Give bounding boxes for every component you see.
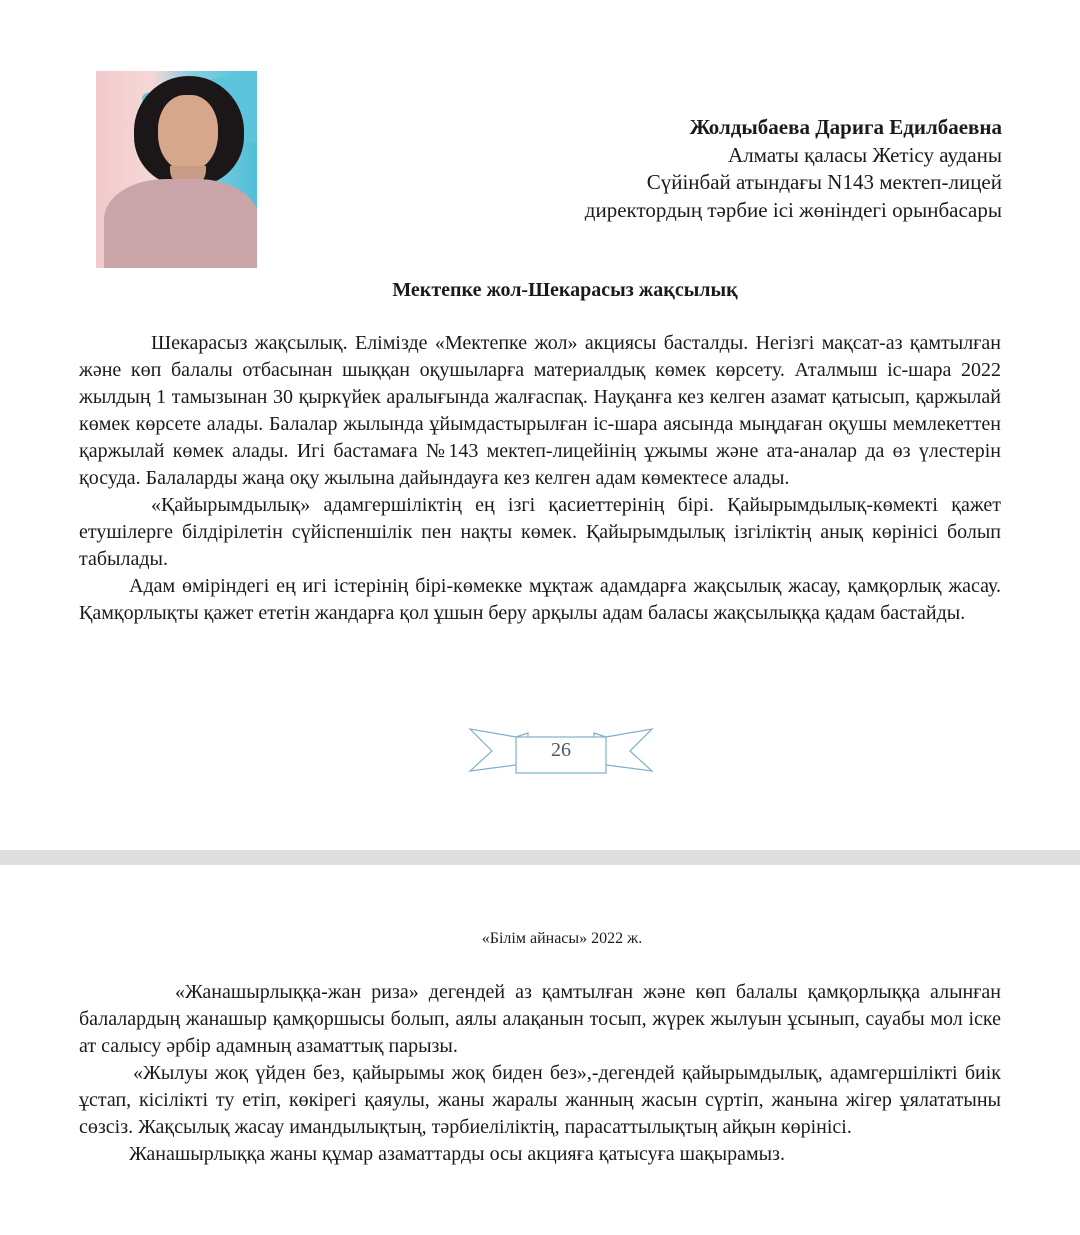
paragraph: «Жанашырлыққа-жан риза» дегендей аз қамтылған және көп балалы қамқорлыққа алынған балалардың жанашыр қамқоршысы болып, аялы алақанын тосып, жүрек жылуын ұсынып, сауабы мол іске ат салысу әрбір адамның азаматтық парызы.: [79, 981, 1001, 1057]
author-school: Сүйінбай атындағы N143 мектеп-лицей: [646, 170, 1002, 194]
article-title: Мектепке жол-Шекарасыз жақсылық: [392, 279, 738, 301]
author-name: Жолдыбаева Дарига Едилбаевна: [689, 115, 1002, 139]
photo-face: [158, 95, 218, 171]
author-city: Алматы қаласы Жетісу ауданы: [728, 142, 1002, 167]
article-body: [79, 330, 1001, 627]
page2-body: [79, 979, 1001, 1168]
paragraph: «Жылуы жоқ үйден без, қайырымы жоқ биден без»,-дегендей қайырымдылық, адамгершілікті биік ұстап, кісілікті ту етіп, көкірегі қаяулы, жаны жаралы жанның жасын сүртіп, жанына жігер ұялататыны сөзсіз. Жақсылық жасау имандылықтың, тәрбиеліліктің, парасаттылықтың айқын көрінісі.: [79, 1062, 1001, 1138]
page-number: 26: [551, 739, 571, 761]
paragraph: Адам өміріндегі ең игі істерінің бірі-көмекке мұқтаж адамдарға жақсылық жасау, қамқорлық жасау. Қамқорлықты қажет ететін жандарға қол ұшын беру арқылы адам баласы жақсылыққа қадам бастайды.: [79, 575, 1001, 624]
page-divider: [0, 850, 1080, 865]
paragraph: Шекарасыз жақсылық. Елімізде «Мектепке жол» акциясы басталды. Негізгі мақсат-аз қамтылған және көп балалы отбасынан шыққан оқушыларға материалдық көмек көрсету. Аталмыш іс-шара 2022 жылдың 1 тамызынан 30 қыркүйек аралығында жалғаспақ. Науқанға кез келген азамат қатысып, қаржылай көмек көрсете алады. Балалар жылында ұйымдастырылған іс-шара аясында мыңдаған оқушы мемлекеттен қаржылай көмек алады. Игі бастамаға №143 мектеп-лицейінің ұжымы және ата-аналар да өз үлестерін қосуда. Балаларды жаңа оқу жылына дайындауға кез келген адам көмектесе алады.: [79, 332, 1001, 489]
running-header: «Білім айнасы» 2022 ж.: [481, 930, 643, 947]
photo-body: [104, 179, 257, 268]
author-photo: [96, 71, 257, 268]
paragraph: «Қайырымдылық» адамгершіліктің ең ізгі қасиеттерінің бірі. Қайырымдылық-көмекті қажет етушілерге білдірілетін сүйіспеншілік пен нақты көмек. Қайырымдылық ізгіліктің анық көрінісі болып табылады.: [79, 494, 1001, 570]
author-position: директордың тәрбие ісі жөніндегі орынбасары: [584, 197, 1002, 222]
paragraph: Жанашырлыққа жаны құмар азаматтарды осы акцияға қатысуға шақырамыз.: [129, 1143, 785, 1165]
author-block: [585, 114, 1002, 224]
